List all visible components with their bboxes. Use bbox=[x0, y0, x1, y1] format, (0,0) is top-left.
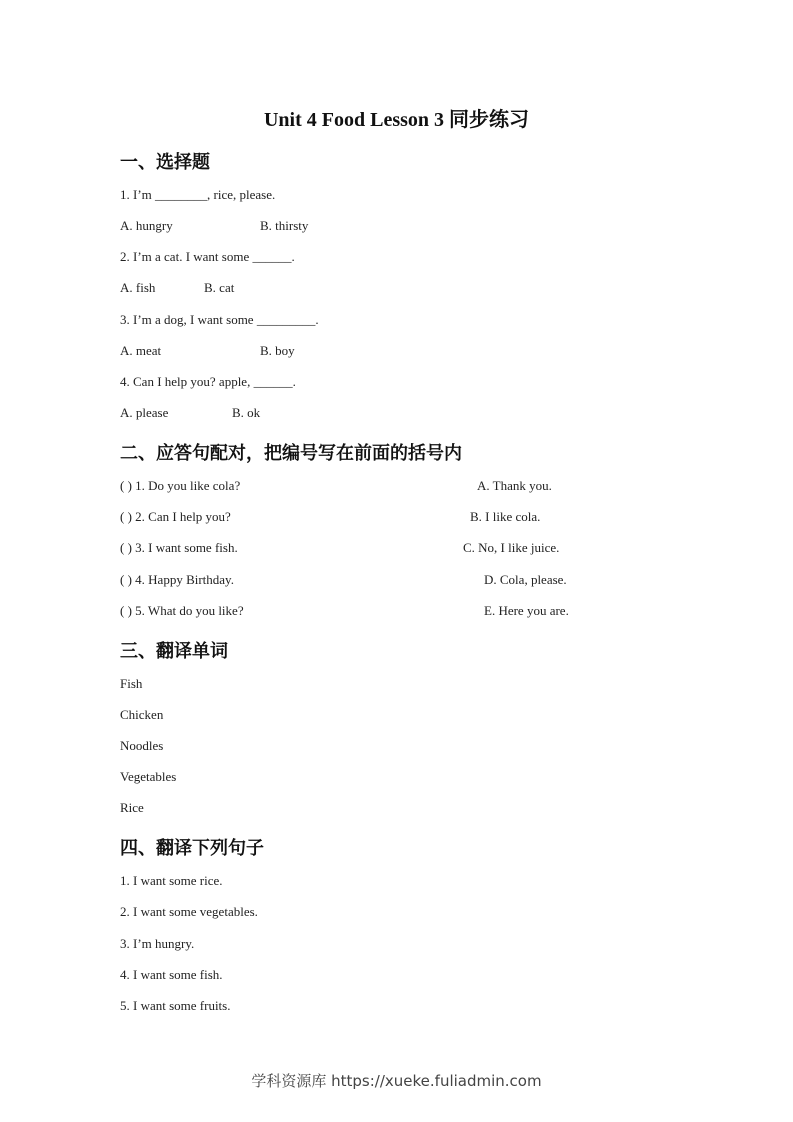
option-b-4: B. ok bbox=[232, 405, 261, 420]
section-heading-words: 三、翻译单词 bbox=[120, 641, 228, 662]
question-4: 4. Can I help you? apple, ______. bbox=[120, 374, 296, 389]
word-item: Rice bbox=[120, 800, 144, 815]
match-answer-b: B. I like cola. bbox=[470, 509, 541, 524]
match-answer-a: A. Thank you. bbox=[477, 478, 552, 493]
sentence-item: 4. I want some fish. bbox=[120, 967, 223, 982]
word-item: Fish bbox=[120, 676, 143, 691]
footer-watermark: 学科资源库 https://xueke.fuliadmin.com bbox=[251, 1072, 542, 1090]
option-b-2: B. cat bbox=[204, 280, 235, 295]
match-question-4: ( ) 4. Happy Birthday. bbox=[120, 572, 234, 587]
match-answer-d: D. Cola, please. bbox=[484, 572, 567, 587]
match-answer-c: C. No, I like juice. bbox=[463, 540, 560, 555]
section-heading-matching: 二、应答句配对，把编号写在前面的括号内 bbox=[120, 443, 462, 464]
option-a-4: A. please bbox=[120, 405, 169, 420]
sentence-item: 1. I want some rice. bbox=[120, 873, 223, 888]
match-question-3: ( ) 3. I want some fish. bbox=[120, 540, 238, 555]
page-title: Unit 4 Food Lesson 3 同步练习 bbox=[263, 109, 530, 131]
match-question-2: ( ) 2. Can I help you? bbox=[120, 509, 231, 524]
section-heading-choice: 一、选择题 bbox=[120, 152, 210, 173]
question-1: 1. I’m ________, rice, please. bbox=[120, 187, 276, 202]
option-a-1: A. hungry bbox=[120, 218, 173, 233]
word-item: Noodles bbox=[120, 738, 164, 753]
section-heading-sentences: 四、翻译下列句子 bbox=[120, 838, 264, 859]
sentence-item: 5. I want some fruits. bbox=[120, 998, 231, 1013]
question-3: 3. I’m a dog, I want some _________. bbox=[120, 312, 319, 327]
option-a-3: A. meat bbox=[120, 343, 162, 358]
sentence-item: 3. I’m hungry. bbox=[120, 936, 195, 951]
match-question-5: ( ) 5. What do you like? bbox=[120, 603, 244, 618]
match-answer-e: E. Here you are. bbox=[484, 603, 569, 618]
option-a-2: A. fish bbox=[120, 280, 156, 295]
question-2: 2. I’m a cat. I want some ______. bbox=[120, 249, 295, 264]
match-question-1: ( ) 1. Do you like cola? bbox=[120, 478, 241, 493]
option-b-1: B. thirsty bbox=[260, 218, 309, 233]
option-b-3: B. boy bbox=[260, 343, 295, 358]
word-item: Vegetables bbox=[120, 769, 177, 784]
sentence-item: 2. I want some vegetables. bbox=[120, 904, 258, 919]
word-item: Chicken bbox=[120, 707, 164, 722]
